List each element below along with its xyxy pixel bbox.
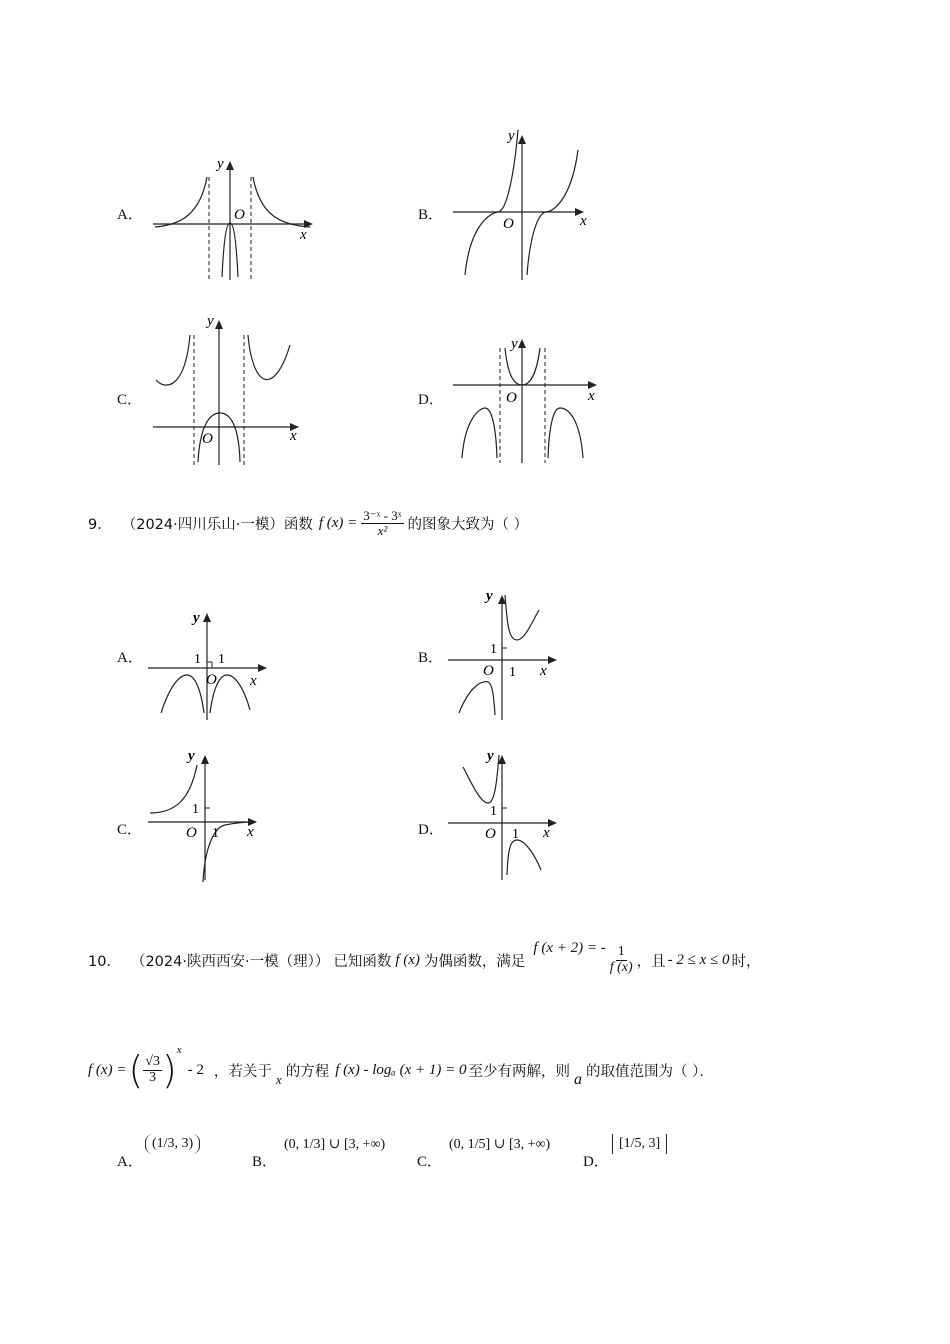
q9-option-d-label: D．: [418, 822, 444, 838]
q9-option-a-label: A．: [117, 650, 143, 666]
x-axis-label: x: [580, 213, 587, 229]
q10-cond-num: 1: [617, 943, 625, 959]
q10-def-exp: x: [176, 1044, 182, 1056]
q8-option-b-label: B．: [418, 207, 444, 223]
q10-cond-den: f (x): [609, 959, 633, 975]
q10-text3: ，且: [636, 953, 666, 970]
question-9: [88, 498, 528, 548]
q10-text8: 的取值范围为（ ）．: [585, 1063, 714, 1080]
q9-graph-c: [145, 745, 275, 885]
origin-label: O: [483, 663, 494, 679]
q10-cond-fraction: [610, 945, 633, 975]
q10-text4: 时，: [731, 953, 761, 970]
origin-label: O: [206, 672, 217, 688]
q10-text5: ，若关于: [213, 1063, 272, 1080]
y-axis-label: y: [508, 128, 515, 144]
q9-suffix: 的图象大致为（ ）: [407, 516, 529, 533]
y-axis-label: y: [217, 156, 224, 172]
x-axis-label: x: [247, 824, 254, 840]
x-axis-label: x: [543, 825, 550, 841]
q10-fx: f (x): [395, 951, 420, 968]
q10-equation: f (x) - logₐ (x + 1) = 0: [335, 1061, 467, 1078]
q10-source: （2024·陕西西安·一模（理））: [130, 953, 330, 970]
q8-graph-a: [150, 155, 320, 285]
q10-option-c-label: C．: [417, 1154, 443, 1170]
q9-graph-b: [445, 585, 570, 725]
q8-option-c-label: C．: [117, 392, 143, 408]
y-axis-label: y: [188, 748, 195, 764]
q9-graph-a: [145, 605, 280, 725]
question-10-line-2: [88, 1035, 714, 1105]
q10-var-a: a: [573, 1071, 582, 1088]
q8-graph-c: [150, 310, 310, 470]
x-tick-1: 1: [512, 827, 519, 842]
q10-option-d-value: [1/5, 3]: [612, 1134, 667, 1154]
x-axis-label: x: [540, 663, 547, 679]
question-10-line-1: [88, 925, 761, 995]
q10-option-b-value: (0, 1/3] ∪ [3, +∞): [284, 1137, 386, 1152]
q9-source: （2024·四川乐山·一模）: [121, 516, 284, 533]
q10-def-lhs: f (x) =: [88, 1061, 127, 1078]
y-tick-1: 1: [490, 804, 497, 819]
q9-option-c-label: C．: [117, 822, 143, 838]
x-tick-1: 1: [218, 652, 225, 667]
q10-text1: 已知函数: [333, 953, 392, 970]
x-tick-1: 1: [212, 826, 219, 841]
q10-option-d-label: D．: [583, 1154, 609, 1170]
y-tick-1: 1: [194, 652, 201, 667]
q9-number: 9．: [88, 516, 112, 533]
q8-graph-d: [450, 333, 605, 468]
q9-option-b-label: B．: [418, 650, 444, 666]
origin-label: O: [186, 825, 197, 841]
q9-func-lhs: f (x) =: [318, 514, 358, 531]
q10-text6: 的方程: [285, 1063, 330, 1080]
q10-def-tail: - 2: [187, 1061, 204, 1078]
q10-def-rparen: ): [161, 1048, 177, 1092]
q10-text7: 至少有两解，则: [468, 1063, 570, 1080]
q10-option-a-label: A．: [117, 1154, 143, 1170]
q9-func-den: x²: [377, 522, 388, 538]
q10-option-c-value: (0, 1/5] ∪ [3, +∞): [449, 1137, 551, 1152]
y-tick-1: 1: [490, 642, 497, 657]
origin-label: O: [503, 216, 514, 232]
q9-graph-d: [445, 745, 570, 885]
x-axis-label: x: [290, 428, 297, 444]
q9-func-num: 3⁻ˣ - 3ˣ: [363, 507, 402, 523]
q10-def-lparen: (: [128, 1048, 144, 1092]
q10-def-fraction: [143, 1055, 162, 1085]
q8-option-d-label: D．: [418, 392, 444, 408]
q10-text2: 为偶函数，满足: [423, 953, 526, 970]
q10-var-x: x: [275, 1072, 282, 1087]
y-tick-1: 1: [192, 802, 199, 817]
q10-cond-lhs: f (x + 2) = -: [533, 939, 606, 956]
x-tick-1: 1: [509, 665, 516, 680]
q10-option-a-value: (1/3, 3): [145, 1134, 200, 1154]
y-axis-label: y: [486, 588, 493, 604]
x-axis-label: x: [588, 388, 595, 404]
y-axis-label: y: [193, 610, 200, 626]
q10-range: - 2 ≤ x ≤ 0: [667, 951, 730, 968]
q8-graph-b: [450, 125, 600, 285]
q9-prefix: 函数: [283, 516, 313, 533]
q10-def-num: √3: [145, 1053, 160, 1069]
origin-label: O: [485, 826, 496, 842]
q10-number: 10．: [88, 953, 121, 970]
y-axis-label: y: [511, 336, 518, 352]
q9-func-fraction: [361, 509, 403, 537]
origin-label: O: [202, 431, 213, 447]
origin-label: O: [234, 207, 245, 223]
y-axis-label: y: [487, 748, 494, 764]
q8-option-a-label: A．: [117, 207, 143, 223]
q10-option-b-label: B．: [252, 1154, 278, 1170]
x-axis-label: x: [300, 227, 307, 243]
q10-def-den: 3: [149, 1069, 157, 1085]
x-axis-label: x: [250, 673, 257, 689]
origin-label: O: [506, 390, 517, 406]
y-axis-label: y: [207, 313, 214, 329]
